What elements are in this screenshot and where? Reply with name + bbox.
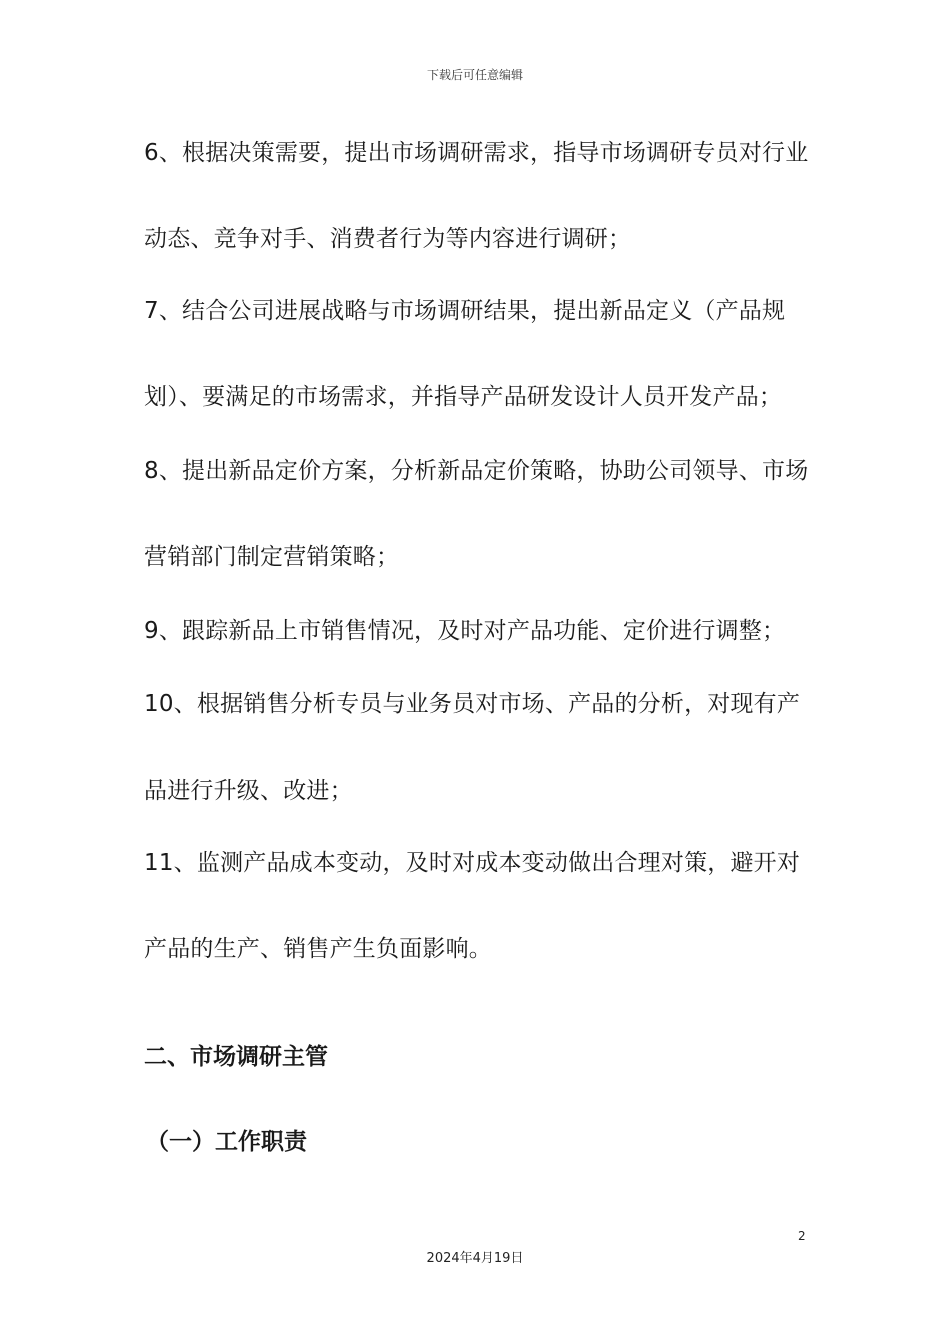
body-line-2: 动态、竞争对手、消费者行为等内容进行调研；	[144, 226, 632, 252]
body-line-6: 营销部门制定营销策略；	[144, 544, 400, 570]
body-line-10: 11、监测产品成本变动，及时对成本变动做出合理对策，避开对	[144, 850, 801, 876]
body-line-3: 7、结合公司进展战略与市场调研结果，提出新品定义（产品规	[144, 298, 786, 324]
body-line-1: 6、根据决策需要，提出市场调研需求，指导市场调研专员对行业	[144, 140, 809, 166]
body-line-11: 产品的生产、销售产生负面影响。	[144, 936, 492, 962]
body-line-4: 划）、要满足的市场需求，并指导产品研发设计人员开发产品；	[144, 384, 783, 410]
body-line-7: 9、跟踪新品上市销售情况，及时对产品功能、定价进行调整；	[144, 618, 786, 644]
page-number: 2	[798, 1229, 806, 1243]
body-line-8: 10、根据销售分析专员与业务员对市场、产品的分析，对现有产	[144, 691, 801, 717]
section-heading: 二、市场调研主管	[144, 1044, 328, 1070]
subsection-heading: （一）工作职责	[146, 1129, 307, 1155]
body-line-5: 8、提出新品定价方案，分析新品定价策略，协助公司领导、市场	[144, 458, 809, 484]
page-header: 下载后可任意编辑	[426, 68, 523, 82]
body-line-9: 品进行升级、改进；	[144, 778, 353, 804]
footer-date: 2024年4月19日	[426, 1251, 524, 1266]
